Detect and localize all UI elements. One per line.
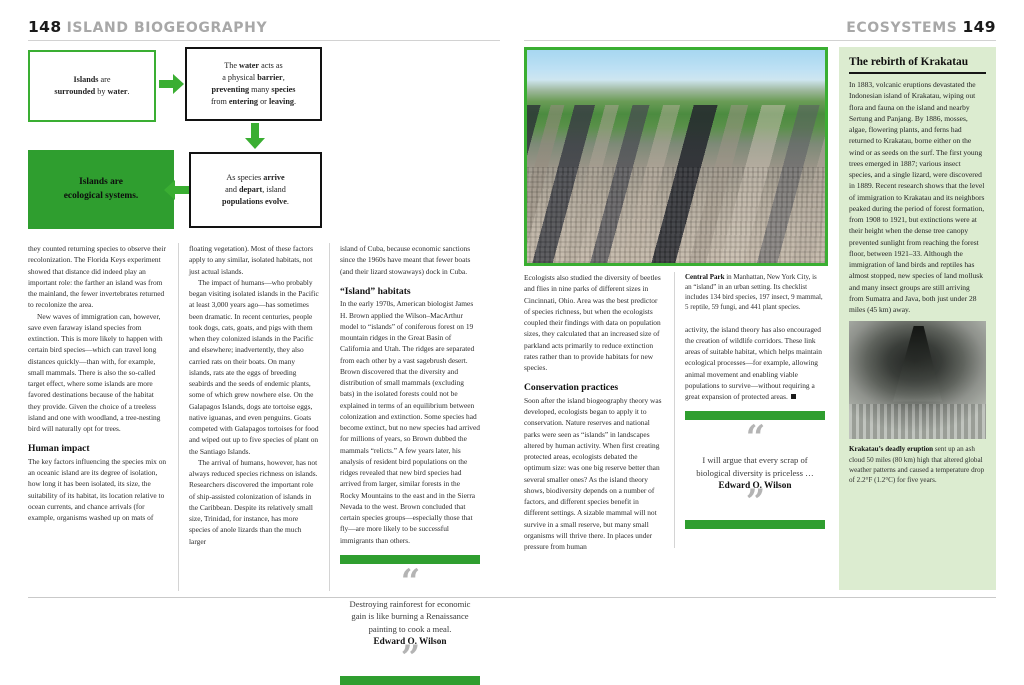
pull-quote-text: Destroying rainforest for economic gain is like burning a Renaissance painting to cook a meal. <box>349 598 471 634</box>
footer-rule-right <box>512 597 996 598</box>
quote-close-icon <box>689 490 821 516</box>
sidebar-krakatau <box>839 47 996 590</box>
pull-quote-author: Edward O. Wilson <box>373 636 447 647</box>
sidebar-title: The rebirth of Krakatau <box>849 56 969 68</box>
folio-number-right: 149 <box>962 18 996 36</box>
paragraph: floating vegetation). Most of these factors apply to any similar, isolated habitats, not just actual islands. <box>189 244 313 276</box>
paragraph: island of Cuba, because economic sanctions since the 1960s have meant that fewer boats (and their lizard stowaways) dock in Cuba. <box>340 244 471 276</box>
subhead-conservation-practices: Conservation practices <box>524 382 619 394</box>
quote-open-icon <box>344 570 476 596</box>
paragraph: The key factors influencing the species mix on an oceanic island are its degree of isolation, how long it has been isolated, its size, the suitability of its habitat, its location relative to ocean currents, and chance arrivals (for example, organisms washed up on mats of <box>28 456 167 522</box>
city-skyline-image <box>527 50 825 263</box>
paragraph <box>685 324 825 403</box>
arrow-right-icon <box>159 73 185 95</box>
paragraph: Soon after the island biogeography theory was developed, ecologists began to apply it to conservation. Nature reserves and national parks were seen as “islands” in landscapes altered by human activity. When first creating protected areas, ecologists debated the optimum size: was one big reserve better than several smaller ones? As the island theory shows, biodiversity depends on a number of factors, and different species benefit in different settings. A sizable mammal will not survive in a small reserve, but many small organisms will thrive there. In places under pressure from human <box>524 395 662 551</box>
sidebar-rule <box>849 72 986 74</box>
folio-number-left: 148 <box>28 18 62 36</box>
sidebar-caption <box>849 444 986 485</box>
pull-quote-text: I will argue that every scrap of biological diversity is priceless … <box>696 455 814 478</box>
running-head-right <box>846 18 996 36</box>
diagram-box-water-barrier <box>185 47 322 121</box>
left-columns <box>28 243 512 647</box>
photo-caption-rest: in Manhattan, New York City, is an “island” in an urban setting. Its checklist includes 134 bird species, 197 insect, 9 mammal, 5 reptile, 59 fungi, and 441 plant species. <box>685 273 823 312</box>
pull-quote-left <box>340 555 480 685</box>
subhead-human-impact: Human impact <box>28 443 90 455</box>
running-title-left: ISLAND BIOGEOGRAPHY <box>66 20 268 36</box>
paragraph: Ecologists also studied the diversity of beetles and flies in nine parks of different sizes in Cincinnati, Ohio. Area was the best predictor of species richness, but when the ecologists coupled their findings with data on population sizes, they calculated that an increased size of parkland acts primarily to reduce extinction rates rather than to provide habitats for new species. <box>524 273 661 372</box>
left-column-3 <box>330 243 480 647</box>
sidebar-caption-rest: sent up an ash cloud 50 miles (80 km) high that altered global weather patterns and caused a temperature drop of 2.2°F (1.2°C) for five years. <box>849 445 985 485</box>
diagram-box-text: The water acts as a physical barrier, preventing many species from entering or leaving. <box>210 61 297 106</box>
paragraph: The arrival of humans, however, has not always reduced species richness on islands. Researchers discovered the important role of ship-assisted colonization of islands in the Caribbean. Despite its relatively small size, Trinidad, for instance, has more species of anole lizards than the much larger <box>189 457 318 546</box>
header-rule-left <box>28 40 500 41</box>
diagram-box-islands-ecological-systems <box>28 150 174 229</box>
subhead-island-habitats: “Island” habitats <box>340 285 411 297</box>
diagram-box-populations-evolve <box>189 152 322 228</box>
diagram-box-text: As species arrive and depart, island populations evolve. <box>222 173 289 206</box>
footer-rule-left <box>28 597 512 598</box>
end-mark-icon <box>791 394 796 399</box>
quote-close-icon <box>344 646 476 672</box>
pull-quote-author: Edward O. Wilson <box>718 480 792 491</box>
running-head-left <box>28 18 267 36</box>
photo-caption-lead: Central Park <box>685 273 725 281</box>
flow-diagram <box>28 47 330 233</box>
diagram-box-text: Islands are surrounded by water. <box>54 75 130 96</box>
sidebar-body: In 1883, volcanic eruptions devastated the Indonesian island of Krakatau, wiping out flora and fauna on the island and nearby Sertung and Panjang. By 1886, mosses, algae, flowering plants, and ferns had returned to Krakatau, borne either on the wind or as seeds on the surf. The first young trees emerged in 1887; various insect species, and a single lizard, were discovered in 1889. Recent research shows that the level of immigration to Krakatau and its neighbors peaked during the period of forest formation, from 1908 to 1921, but extinctions were at their height when the dense tree canopy prevented sunlight from reaching the forest floor, between 1921–33. Although the immigration of land birds and reptiles has almost stopped, new species of land mollusk and many insect groups are still arriving from Sumatra and Java, both just under 28 miles (45 km) away. <box>849 80 985 315</box>
right-column-1 <box>524 272 674 552</box>
quote-open-icon <box>689 426 821 452</box>
paragraph-text: activity, the island theory has also encouraged the creation of wildlife corridors. These link areas of suitable habitat, which helps maintain ecological processes—for example, allowing animal movement and enabling viable populations to survive—without requiring a great expansion of protected areas. <box>685 324 822 402</box>
arrow-left-icon <box>163 179 189 201</box>
left-page <box>0 0 512 647</box>
central-park-photo <box>524 47 828 266</box>
paragraph: New waves of immigration can, however, save even faraway island species from extinction. This is more likely to happen with certain bird species—which can travel long distances quickly—than with, for example, small mammals. There is also the so-called target effect, where some islands are more favored destinations because of the habitat they provide. Given the choice of a treeless island and one with woodland, a tree-nesting bird will naturally opt for trees. <box>28 311 163 433</box>
header-rule-right <box>524 40 996 41</box>
krakatau-eruption-photo <box>849 321 986 439</box>
arrow-down-icon <box>244 123 266 150</box>
right-page <box>512 0 1024 612</box>
photo-caption <box>685 272 825 313</box>
left-column-2 <box>179 243 329 595</box>
paragraph: The impact of humans—who probably began visiting isolated islands in the Pacific at least 3,000 years ago—has sometimes been dramatic. In recent centuries, people took dogs, cats, goats, and pigs with them when they colonized islands in the Pacific and elsewhere; inadvertently, they also carried rats on their boats. On many islands, rats ate the eggs of breeding seabirds and the seeds of endemic plants, some of which grew nowhere else. On the Galapagos Islands, dogs ate tortoise eggs, native iguanas, and even penguins. Goats competed with Galapagos tortoises for food and wiped out up to five species of plant on the Santiago Islands. <box>189 277 319 456</box>
right-column-2 <box>675 272 825 552</box>
paragraph: In the early 1970s, American biologist James H. Brown applied the Wilson–MacArthur model to “islands” of coniferous forest on 19 mountain ridges in the Great Basin of California and Utah. The ridges are separated from each other by a vast sagebrush desert. Brown discovered that the diversity and distribution of small mammals (excluding bats) in the isolated forests could not be explained in terms of an equilibrium between colonization and extinction. Some species had become extinct, but no new species had arrived for millions of years, so Brown dubbed the mammals “relicts.” A few years later, his analysis of resident bird populations on the ridges revealed that new bird species had arrived from larger, similar forests in the Rocky Mountains to the east and in the Sierra Nevada to the west. Brown concluded that certain species groups—especially those that fly—are more likely to be successful immigrants than others. <box>340 299 480 545</box>
sidebar-caption-lead: Krakatau’s deadly eruption <box>849 445 934 454</box>
diagram-box-text: Islands are ecological systems. <box>63 176 139 201</box>
diagram-box-islands-surrounded <box>28 50 156 122</box>
running-title-right: ECOSYSTEMS <box>846 20 958 36</box>
left-column-1 <box>28 243 178 595</box>
pull-quote-right <box>685 411 825 529</box>
paragraph: they counted returning species to observe their recolonization. The Florida Keys experiment showed that distance did indeed play an important role: the farther an island was from the mainland, the fewer invertebrates returned to recolonize the area. <box>28 244 166 310</box>
right-columns <box>524 272 828 552</box>
